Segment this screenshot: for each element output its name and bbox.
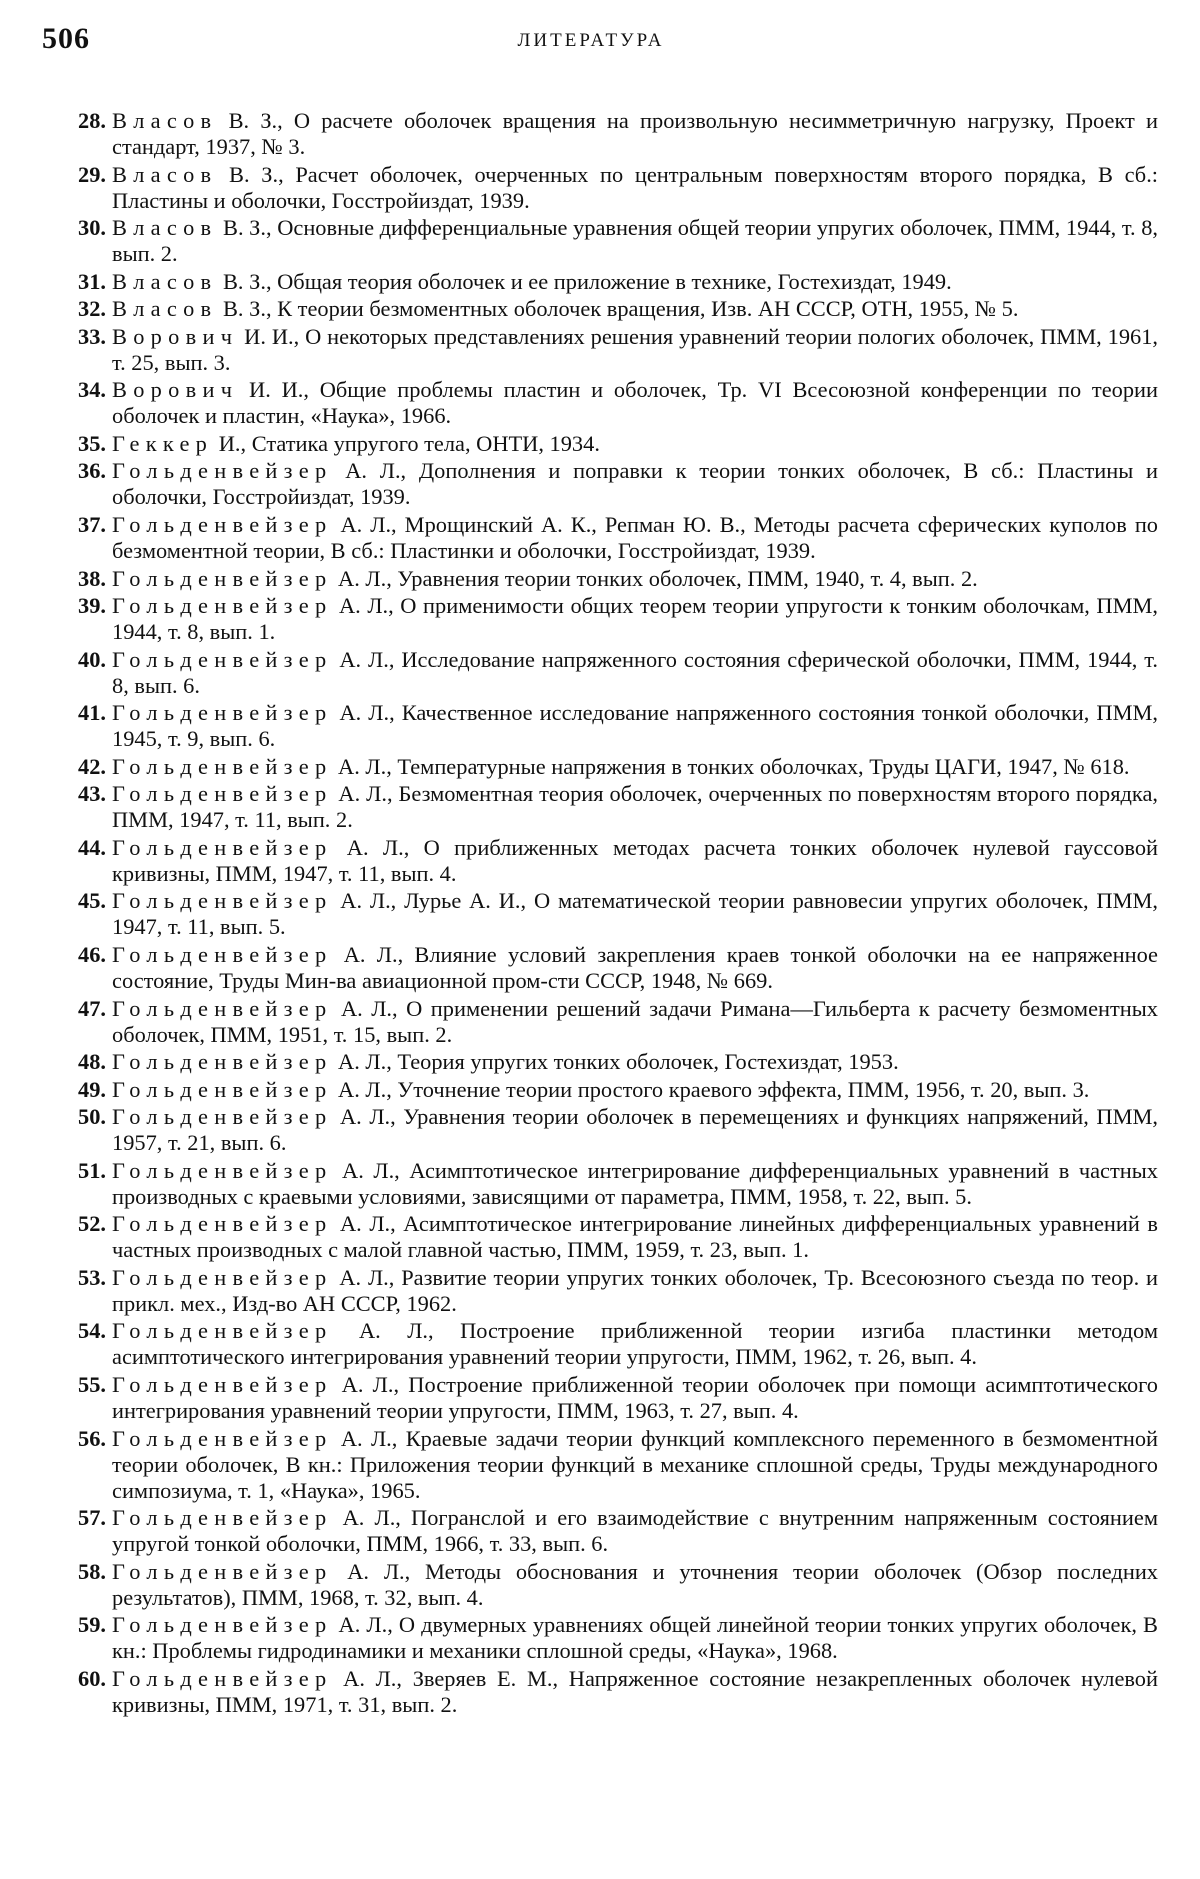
reference-number: 35. [78, 430, 106, 456]
reference-author: Геккер [112, 430, 214, 456]
reference-author: Гольденвейзер [112, 1558, 333, 1584]
reference-initials: А. Л. [332, 941, 398, 967]
reference-text: , Построение приближенной теории изгиба пластинки методом асимптотического интегрирования уравнений теории упругости, ПММ, 1962, т. 26, вып. 4. [112, 1318, 1158, 1370]
reference-item [30, 781, 1158, 833]
reference-item [30, 512, 1158, 564]
reference-number: 34. [78, 377, 106, 403]
reference-item [30, 1318, 1158, 1370]
reference-number: 54. [78, 1318, 106, 1344]
reference-item [30, 1612, 1158, 1664]
reference-number: 60. [78, 1665, 106, 1691]
reference-item [30, 296, 1158, 322]
reference-number: 59. [78, 1612, 106, 1638]
reference-number: 47. [78, 995, 106, 1021]
reference-initials: А. Л. [332, 1558, 405, 1584]
reference-author: Гольденвейзер [112, 1211, 333, 1237]
reference-author: Гольденвейзер [112, 1264, 333, 1290]
reference-initials: А. Л. [332, 753, 387, 779]
reference-initials: А. Л. [332, 995, 393, 1021]
reference-author: Гольденвейзер [112, 1612, 333, 1638]
reference-author: Гольденвейзер [112, 1505, 333, 1531]
reference-initials: А. Л. [332, 1104, 391, 1130]
reference-author: Гольденвейзер [112, 592, 333, 618]
reference-text: , О некоторых представлениях решения уравнений теории пологих оболочек, ПММ, 1961, т. 25, вып. 3. [112, 323, 1158, 375]
reference-author: Гольденвейзер [112, 753, 333, 779]
reference-text: , Асимптотическое интегрирование дифференциальных уравнений в частных производных с краевыми условиями, зависящими от параметра, ПММ, 1958, т. 22, вып. 5. [112, 1157, 1158, 1209]
reference-number: 29. [78, 161, 106, 187]
reference-item [30, 1211, 1158, 1263]
reference-number: 44. [78, 834, 106, 860]
reference-item [30, 1505, 1158, 1557]
reference-initials: В. З. [217, 161, 279, 187]
reference-text: , Основные дифференциальные уравнения общей теории упругих оболочек, ПММ, 1944, т. 8, вып. 2. [112, 215, 1159, 267]
reference-author: Власов [112, 268, 218, 294]
reference-text: , О применении решений задачи Римана—Гильберта к расчету безмоментных оболочек, ПММ, 1951, т. 15, вып. 2. [112, 995, 1159, 1047]
reference-text: , Уравнения теории тонких оболочек, ПММ, 1940, т. 4, вып. 2. [386, 565, 978, 591]
reference-number: 37. [78, 511, 106, 537]
reference-text: , Влияние условий закрепления краев тонкой оболочки на ее напряженное состояние, Труды Мин-ва авиационной пром-сти СССР, 1948, № 669. [112, 941, 1158, 994]
reference-number: 49. [78, 1076, 106, 1102]
reference-initials: И. [213, 430, 241, 456]
reference-text: , Дополнения и поправки к теории тонких оболочек, В сб.: Пластины и оболочки, Госстройиздат, 1939. [112, 458, 1158, 510]
reference-number: 51. [78, 1157, 106, 1183]
reference-item [30, 162, 1158, 214]
reference-text: , Статика упругого тела, ОНТИ, 1934. [240, 430, 600, 456]
reference-number: 31. [78, 268, 106, 294]
reference-item [30, 888, 1158, 940]
reference-number: 55. [78, 1371, 106, 1397]
reference-number: 30. [78, 215, 106, 241]
reference-text: , Качественное исследование напряженного состояния тонкой оболочки, ПММ, 1945, т. 9, вып. 6. [112, 700, 1159, 752]
reference-initials: А. Л. [332, 1049, 387, 1075]
reference-text: , Методы обоснования и уточнения теории оболочек (Обзор последних результатов), ПММ, 1968, т. 32, вып. 4. [112, 1558, 1158, 1610]
reference-initials: А. Л. [332, 1371, 394, 1397]
reference-author: Гольденвейзер [112, 1371, 333, 1397]
reference-author: Гольденвейзер [112, 1665, 333, 1691]
reference-item [30, 1372, 1158, 1424]
reference-initials: А. Л. [332, 700, 390, 726]
reference-author: Гольденвейзер [112, 565, 333, 591]
reference-number: 50. [78, 1104, 106, 1130]
running-title: ЛИТЕРАТУРА [517, 30, 665, 51]
reference-item [30, 593, 1158, 645]
reference-initials: А. Л. [332, 565, 387, 591]
reference-number: 58. [78, 1558, 106, 1584]
reference-number: 33. [78, 323, 106, 349]
reference-number: 56. [78, 1425, 106, 1451]
reference-text: , Методы расчета сферических куполов по безмоментной теории, В сб.: Пластинки и оболочки, Госстройиздат, 1939. [112, 511, 1158, 564]
reference-author: Гольденвейзер [112, 1076, 333, 1102]
reference-initials: А. Л. [332, 646, 389, 672]
reference-item [30, 1077, 1158, 1103]
reference-initials: В. З. [217, 296, 266, 322]
reference-number: 41. [78, 700, 106, 726]
reference-author: Гольденвейзер [112, 700, 333, 726]
reference-text: , Температурные напряжения в тонких оболочках, Труды ЦАГИ, 1947, № 618. [386, 753, 1130, 779]
reference-text: , О приближенных методах расчета тонких оболочек нулевой гауссовой кривизны, ПММ, 1947, т. 11, вып. 4. [112, 834, 1158, 886]
reference-text: , О расчете оболочек вращения на произвольную несимметричную нагрузку, Проект и стандарт, 1937, № 3. [112, 108, 1158, 160]
reference-initials: В. З. [217, 215, 266, 241]
reference-number: 45. [78, 888, 106, 914]
reference-item [30, 1158, 1158, 1210]
reference-item [30, 942, 1158, 994]
reference-text: , Краевые задачи теории функций комплексного переменного в безмоментной теории оболочек, В кн.: Приложения теории функций в механике сплошной среды, Труды международного симпозиума, т. 1, «Наука», 1965. [112, 1425, 1158, 1503]
reference-number: 43. [78, 781, 106, 807]
reference-text: , Общие проблемы пластин и оболочек, Тр. VI Всесоюзной конференции по теории оболочек и пластин, «Наука», 1966. [112, 377, 1158, 429]
page-number: 506 [42, 22, 90, 55]
reference-author: Гольденвейзер [112, 941, 333, 967]
reference-item [30, 1049, 1158, 1075]
reference-text: , Асимптотическое интегрирование линейных дифференциальных уравнений в частных производных с малой главной частью, ПММ, 1959, т. 23, вып. 1. [112, 1211, 1158, 1263]
reference-text: , Теория упругих тонких оболочек, Гостехиздат, 1953. [386, 1049, 899, 1075]
reference-item [30, 647, 1158, 699]
reference-item [30, 269, 1158, 295]
reference-text: , О применимости общих теорем теории упругости к тонким оболочкам, ПММ, 1944, т. 8, вып. 1. [112, 592, 1158, 645]
reference-text: , Погранслой и его взаимодействие с внутренним напряженным состоянием упругой тонкой оболочки, ПММ, 1966, т. 33, вып. 6. [112, 1505, 1158, 1557]
reference-item [30, 996, 1158, 1048]
reference-initials: И. И. [238, 323, 294, 349]
reference-number: 42. [78, 753, 106, 779]
reference-text: , Исследование напряженного состояния сферической оболочки, ПММ, 1944, т. 8, вып. 6. [112, 646, 1159, 698]
reference-initials: А. Л. [332, 1505, 396, 1531]
reference-item [30, 324, 1158, 376]
reference-number: 48. [78, 1049, 106, 1075]
reference-number: 46. [78, 941, 106, 967]
reference-author: Ворович [112, 377, 239, 403]
reference-item [30, 1559, 1158, 1611]
reference-author: Гольденвейзер [112, 834, 333, 860]
reference-number: 36. [78, 458, 106, 484]
reference-initials: А. Л. [332, 1076, 387, 1102]
reference-list [30, 108, 1158, 1720]
reference-number: 39. [78, 592, 106, 618]
reference-text: , Общая теория оболочек и ее приложение в технике, Гостехиздат, 1949. [265, 268, 952, 294]
reference-initials: И. И. [238, 377, 304, 403]
reference-number: 40. [78, 646, 106, 672]
reference-author: Ворович [112, 323, 239, 349]
reference-initials: А. Л. [332, 1211, 391, 1237]
reference-number: 57. [78, 1505, 106, 1531]
reference-item [30, 215, 1158, 267]
reference-number: 53. [78, 1264, 106, 1290]
reference-author: Власов [112, 215, 218, 241]
reference-item [30, 431, 1158, 457]
reference-item [30, 1104, 1158, 1156]
reference-author: Власов [112, 108, 218, 133]
reference-initials: А. Л. [332, 1425, 392, 1451]
reference-text: , Напряженное состояние незакрепленных оболочек нулевой кривизны, ПММ, 1971, т. 31, вып. 2. [112, 1665, 1158, 1718]
reference-number: 52. [78, 1211, 106, 1237]
reference-initials: А. Л., Зверяев Е. М. [332, 1665, 553, 1691]
reference-initials: А. Л., Мрощинский А. К., Репман Ю. В. [332, 511, 741, 537]
reference-author: Гольденвейзер [112, 458, 333, 484]
reference-text: , Расчет оболочек, очерченных по центральным поверхностям второго порядка, В сб.: Пластины и оболочки, Госстройиздат, 1939. [112, 161, 1159, 213]
reference-text: , О двумерных уравнениях общей линейной теории тонких упругих оболочек, В кн.: Проблемы гидродинамики и механики сплошной среды, «Наука», 1968. [112, 1612, 1158, 1664]
reference-item [30, 108, 1158, 160]
reference-initials: В. З. [217, 268, 266, 294]
reference-initials: В. З. [217, 108, 278, 133]
reference-text: , Уточнение теории простого краевого эффекта, ПММ, 1956, т. 20, вып. 3. [386, 1076, 1090, 1102]
reference-text: , О математической теории равновесии упругих оболочек, ПММ, 1947, т. 11, вып. 5. [112, 888, 1158, 940]
reference-item [30, 1265, 1158, 1317]
reference-text: , Построение приближенной теории оболочек при помощи асимптотического интегрирования уравнений теории упругости, ПММ, 1963, т. 27, вып. 4. [112, 1371, 1158, 1424]
reference-author: Гольденвейзер [112, 1318, 333, 1344]
reference-author: Власов [112, 296, 218, 322]
reference-text: , Уравнения теории оболочек в перемещениях и функциях напряжений, ПММ, 1957, т. 21, вып. 6. [112, 1104, 1158, 1156]
reference-author: Гольденвейзер [112, 1104, 333, 1130]
reference-initials: А. Л. [332, 781, 387, 807]
reference-initials: А. Л. [332, 1264, 389, 1290]
reference-initials: А. Л. [332, 1157, 395, 1183]
reference-initials: А. Л., Лурье А. И. [332, 888, 521, 914]
reference-author: Гольденвейзер [112, 646, 333, 672]
reference-item [30, 377, 1158, 429]
reference-initials: А. Л. [332, 834, 404, 860]
reference-initials: А. Л. [332, 1318, 429, 1344]
reference-author: Гольденвейзер [112, 511, 333, 537]
reference-author: Власов [112, 161, 218, 187]
reference-text: , Развитие теории упругих тонких оболочек, Тр. Всесоюзного съезда по теор. и прикл. мех., Изд-во АН СССР, 1962. [112, 1264, 1159, 1316]
reference-item [30, 1426, 1158, 1504]
reference-initials: А. Л. [332, 1612, 388, 1638]
reference-author: Гольденвейзер [112, 1157, 333, 1183]
reference-initials: А. Л. [332, 592, 389, 618]
reference-author: Гольденвейзер [112, 995, 333, 1021]
reference-item [30, 700, 1158, 752]
reference-item [30, 754, 1158, 780]
reference-number: 32. [78, 296, 106, 322]
reference-text: , К теории безмоментных оболочек вращения, Изв. АН СССР, ОТН, 1955, № 5. [265, 296, 1019, 322]
reference-text: , Безмоментная теория оболочек, очерченных по поверхностям второго порядка, ПММ, 1947, т. 11, вып. 2. [112, 781, 1159, 833]
reference-item [30, 458, 1158, 510]
reference-item [30, 835, 1158, 887]
reference-author: Гольденвейзер [112, 781, 333, 807]
reference-author: Гольденвейзер [112, 888, 333, 914]
reference-author: Гольденвейзер [112, 1049, 333, 1075]
reference-number: 28. [78, 108, 106, 133]
reference-number: 38. [78, 565, 106, 591]
reference-author: Гольденвейзер [112, 1425, 333, 1451]
page-header [42, 22, 1140, 62]
reference-initials: А. Л. [332, 458, 401, 484]
reference-item [30, 566, 1158, 592]
reference-item [30, 1666, 1158, 1718]
